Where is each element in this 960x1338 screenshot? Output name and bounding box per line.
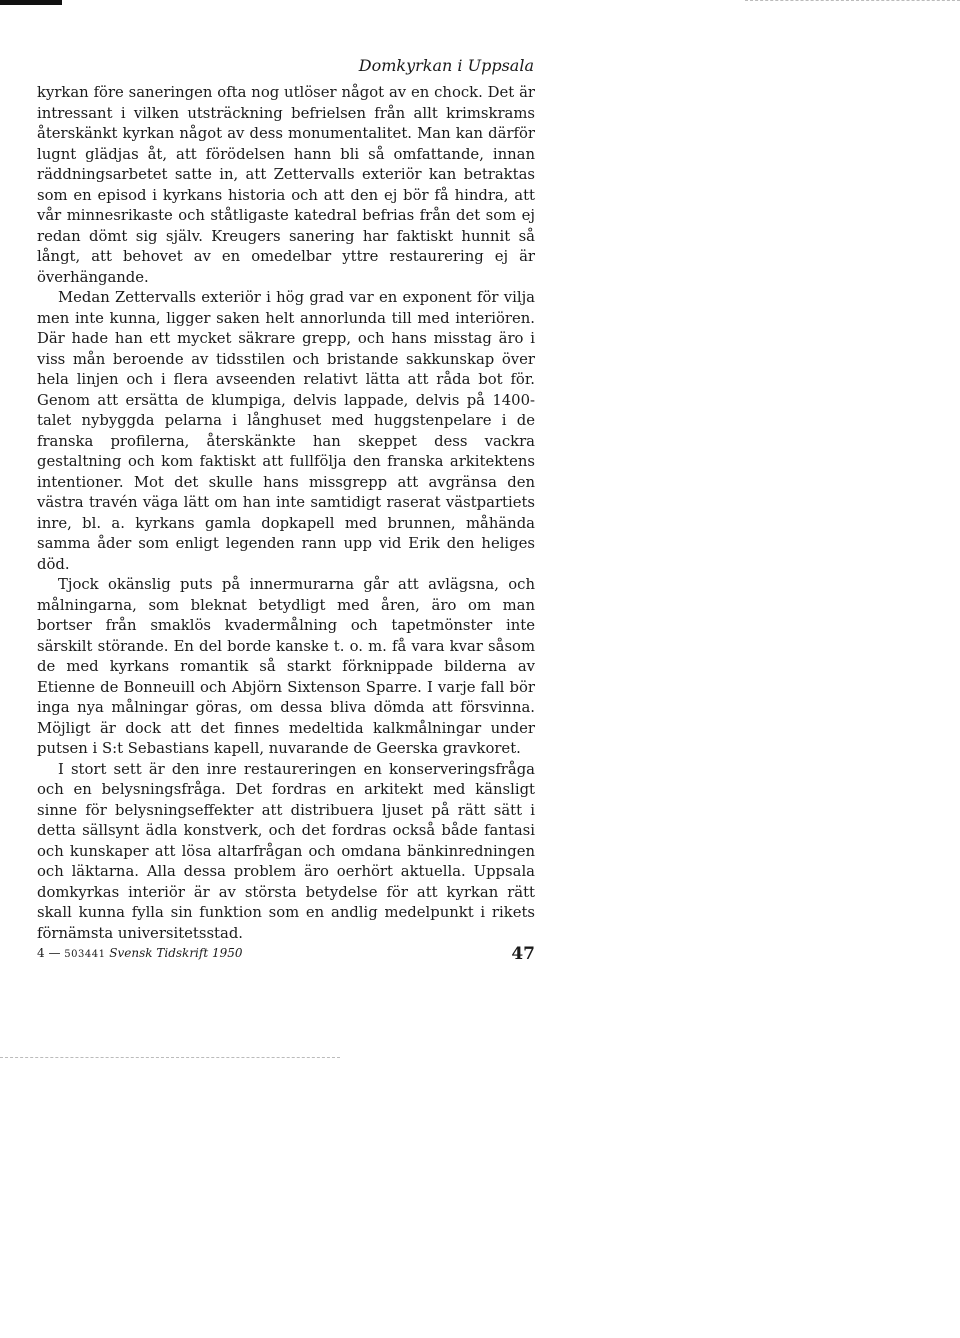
page-number: 47 [511,944,535,964]
scan-edge-mark [745,0,960,1]
page-body [37,83,535,944]
journal-title: Svensk Tidskrift 1950 [109,946,243,960]
body-paragraph: Medan Zettervalls exteriör i hög grad var en exponent för vilja men inte kunna, ligger saken helt annorlunda till med interiören. Där hade han ett mycket säkrare grepp, och hans misstag äro i viss mån beroende av tidsstilen och bristande sakkunskap över hela linjen och i flera avseenden relativt lätta att råda bot för. Genom att ersätta de klumpiga, delvis lappade, delvis på 1400-talet nybyggda pelarna i långhuset med huggstenpelare i de franska profilerna, återskänkte han skeppet dess vackra gestaltning och kom faktiskt att fullfölja den franska arkitektens intentioner. Mot det skulle hans missgrepp att avgränsa den västra travén väga lätt om han inte samtidigt raserat västpartiets inre, bl. a. kyrkans gamla dopkapell med brunnen, måhända samma åder som enligt legenden rann upp vid Erik den heliges död. [37,289,535,573]
scan-edge-mark [0,1057,340,1058]
signature-number: 503441 [64,949,106,960]
body-paragraph: Tjock okänslig puts på innermurarna går att avlägsna, och målningarna, som bleknat betydligt med åren, äro om man bortser från smaklös kvadermålning och tapetmönster inte särskilt störande. En del borde kanske t. o. m. få vara kvar såsom de med kyrkans romantik så starkt förknippade bilderna av Etienne de Bonneuill och Abjörn Sixtenson Sparre. I varje fall bör inga nya målningar göras, om dessa bliva dömda att försvinna. Möjligt är dock att det finnes medeltida kalkmålningar under putsen i S:t Sebastians kapell, nuvarande de Geerska gravkoret. [37,576,535,757]
signature-prefix: 4 — [37,946,61,960]
body-paragraph: kyrkan före saneringen ofta nog utlöser något av en chock. Det är intressant i vilken utsträckning befrielsen från allt krimskrams återskänkt kyrkan något av dess monumentalitet. Man kan därför lugnt glädjas åt, att förödelsen hann bli så omfattande, innan räddningsarbetet satte in, att Zettervalls exteriör kan betraktas som en episod i kyrkans historia och att den ej bör få hindra, att vår minnesrikaste och ståtligaste katedral befrias från det som ej redan dömt sig själv. Kreugers sanering har faktiskt hunnit så långt, att behovet av en omedelbar yttre restaurering ej är överhängande. [37,84,535,286]
page-footer [37,940,537,970]
body-paragraph: I stort sett är den inre restaureringen en konserveringsfråga och en belysningsfråga. Det fordras en arkitekt med känsligt sinne för belysningseffekter att distribuera ljuset på rätt sätt i detta sällsynt ädla konstverk, och det fordras också både fantasi och kunskaper att lösa altarfrågan och omdana bänkinredningen och läktarna. Alla dessa problem äro oerhört aktuella. Uppsala domkyrkas interiör är av största betydelse för att kyrkan rätt skall kunna fylla sin funktion som en andlig medelpunkt i rikets förnämsta universitetsstad. [37,760,535,942]
printer-signature [37,946,243,960]
scan-edge-mark [0,0,62,5]
running-head: Domkyrkan i Uppsala [358,56,534,75]
